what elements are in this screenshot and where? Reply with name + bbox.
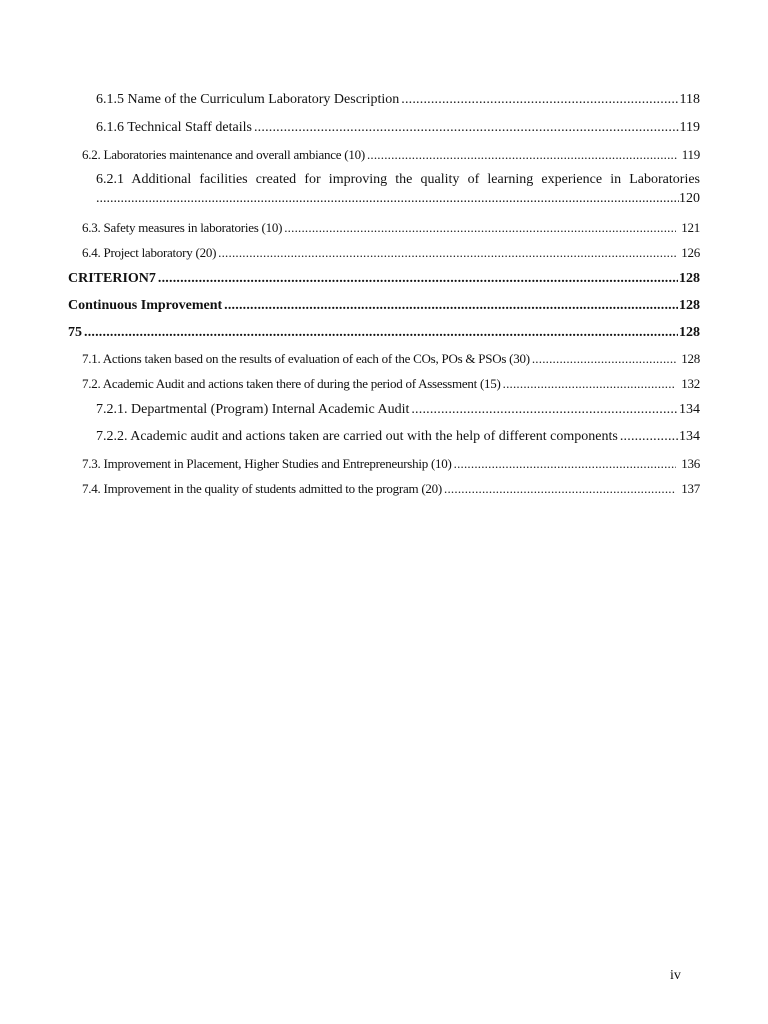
footer-page-number: iv xyxy=(670,968,681,983)
toc-entry[interactable] xyxy=(96,120,700,136)
toc-entry-page: 118 xyxy=(679,92,700,107)
toc-entry-label: 75 xyxy=(68,325,82,340)
toc-entry-page: 121 xyxy=(681,220,700,235)
toc-entry-criterion-title[interactable] xyxy=(68,298,700,314)
toc-entry-page: 136 xyxy=(681,456,700,471)
toc-entry-label: 7.3. Improvement in Placement, Higher Studies and Entrepreneurship (10) xyxy=(82,456,452,471)
toc-entry-label: 6.3. Safety measures in laboratories (10) xyxy=(82,220,283,235)
toc-entry-page: 120 xyxy=(679,191,700,206)
toc-entry[interactable] xyxy=(96,172,700,207)
toc-leader-dots xyxy=(96,191,679,207)
toc-entry-page: 126 xyxy=(681,245,700,260)
toc-entry-marks[interactable] xyxy=(68,325,700,341)
toc-entry[interactable] xyxy=(82,376,700,392)
toc-leader-dots xyxy=(84,325,678,341)
toc-leader-dots xyxy=(620,429,678,445)
toc-entry[interactable] xyxy=(96,402,700,418)
toc-entry-label: 6.4. Project laboratory (20) xyxy=(82,245,217,260)
toc-entry-page: 128 xyxy=(679,325,700,340)
toc-entry[interactable] xyxy=(82,456,700,472)
toc-leader-dots xyxy=(367,147,677,163)
toc-entry-label: 6.1.6 Technical Staff details xyxy=(96,120,252,135)
toc-entry-criterion[interactable] xyxy=(68,271,700,287)
toc-entry-label: 7.4. Improvement in the quality of students admitted to the program (20) xyxy=(82,481,443,496)
toc-entry-page: 119 xyxy=(681,147,700,162)
toc-entry[interactable] xyxy=(82,220,700,236)
toc-entry[interactable] xyxy=(96,429,700,445)
toc-leader-dots xyxy=(401,92,678,108)
toc-entry-page: 128 xyxy=(679,298,700,313)
toc-entry-label: Continuous Improvement xyxy=(68,298,223,313)
toc-entry[interactable] xyxy=(82,481,700,497)
toc-entry-page: 137 xyxy=(681,481,700,496)
toc-entry-page: 134 xyxy=(679,429,700,444)
toc-entry[interactable] xyxy=(82,245,700,261)
toc-leader-dots xyxy=(411,402,678,418)
toc-entry-page: 132 xyxy=(681,376,700,391)
toc-entry-page: 119 xyxy=(679,120,700,135)
toc-entry-label: 6.1.5 Name of the Curriculum Laboratory Description xyxy=(96,92,400,107)
toc-entry[interactable] xyxy=(82,351,700,367)
toc-entry-label: 7.2.2. Academic audit and actions taken are carried out with the help of different components xyxy=(96,429,618,444)
toc-entry-label: 7.2. Academic Audit and actions taken there of during the period of Assessment (15) xyxy=(82,376,501,391)
toc-leader-dots xyxy=(158,271,678,287)
toc-leader-dots xyxy=(254,120,679,136)
toc-leader-dots xyxy=(503,376,677,392)
toc-entry-label: 7.1. Actions taken based on the results of evaluation of each of the COs, POs & PSOs (30) xyxy=(82,351,530,366)
toc-leader-dots xyxy=(454,456,677,472)
toc-entry-page: 128 xyxy=(681,351,700,366)
toc-entry-label: 6.2.1 Additional facilities created for improving the quality of learning experience in Laboratories xyxy=(96,172,700,187)
toc-entry-label: 7.2.1. Departmental (Program) Internal Academic Audit xyxy=(96,402,410,417)
toc-entry-page: 128 xyxy=(679,271,700,286)
toc-leader-dots xyxy=(284,220,676,236)
toc-leader-dots xyxy=(532,351,676,367)
toc-entry-page: 134 xyxy=(679,402,700,417)
toc-entry[interactable] xyxy=(82,147,700,163)
toc-leader-dots xyxy=(444,481,676,497)
toc-entry-label: CRITERION7 xyxy=(68,271,156,286)
toc-leader-dots xyxy=(218,245,676,261)
toc-entry[interactable] xyxy=(96,92,700,108)
toc-entry-label: 6.2. Laboratories maintenance and overall ambiance (10) xyxy=(82,147,365,162)
toc-leader-dots xyxy=(224,298,678,314)
